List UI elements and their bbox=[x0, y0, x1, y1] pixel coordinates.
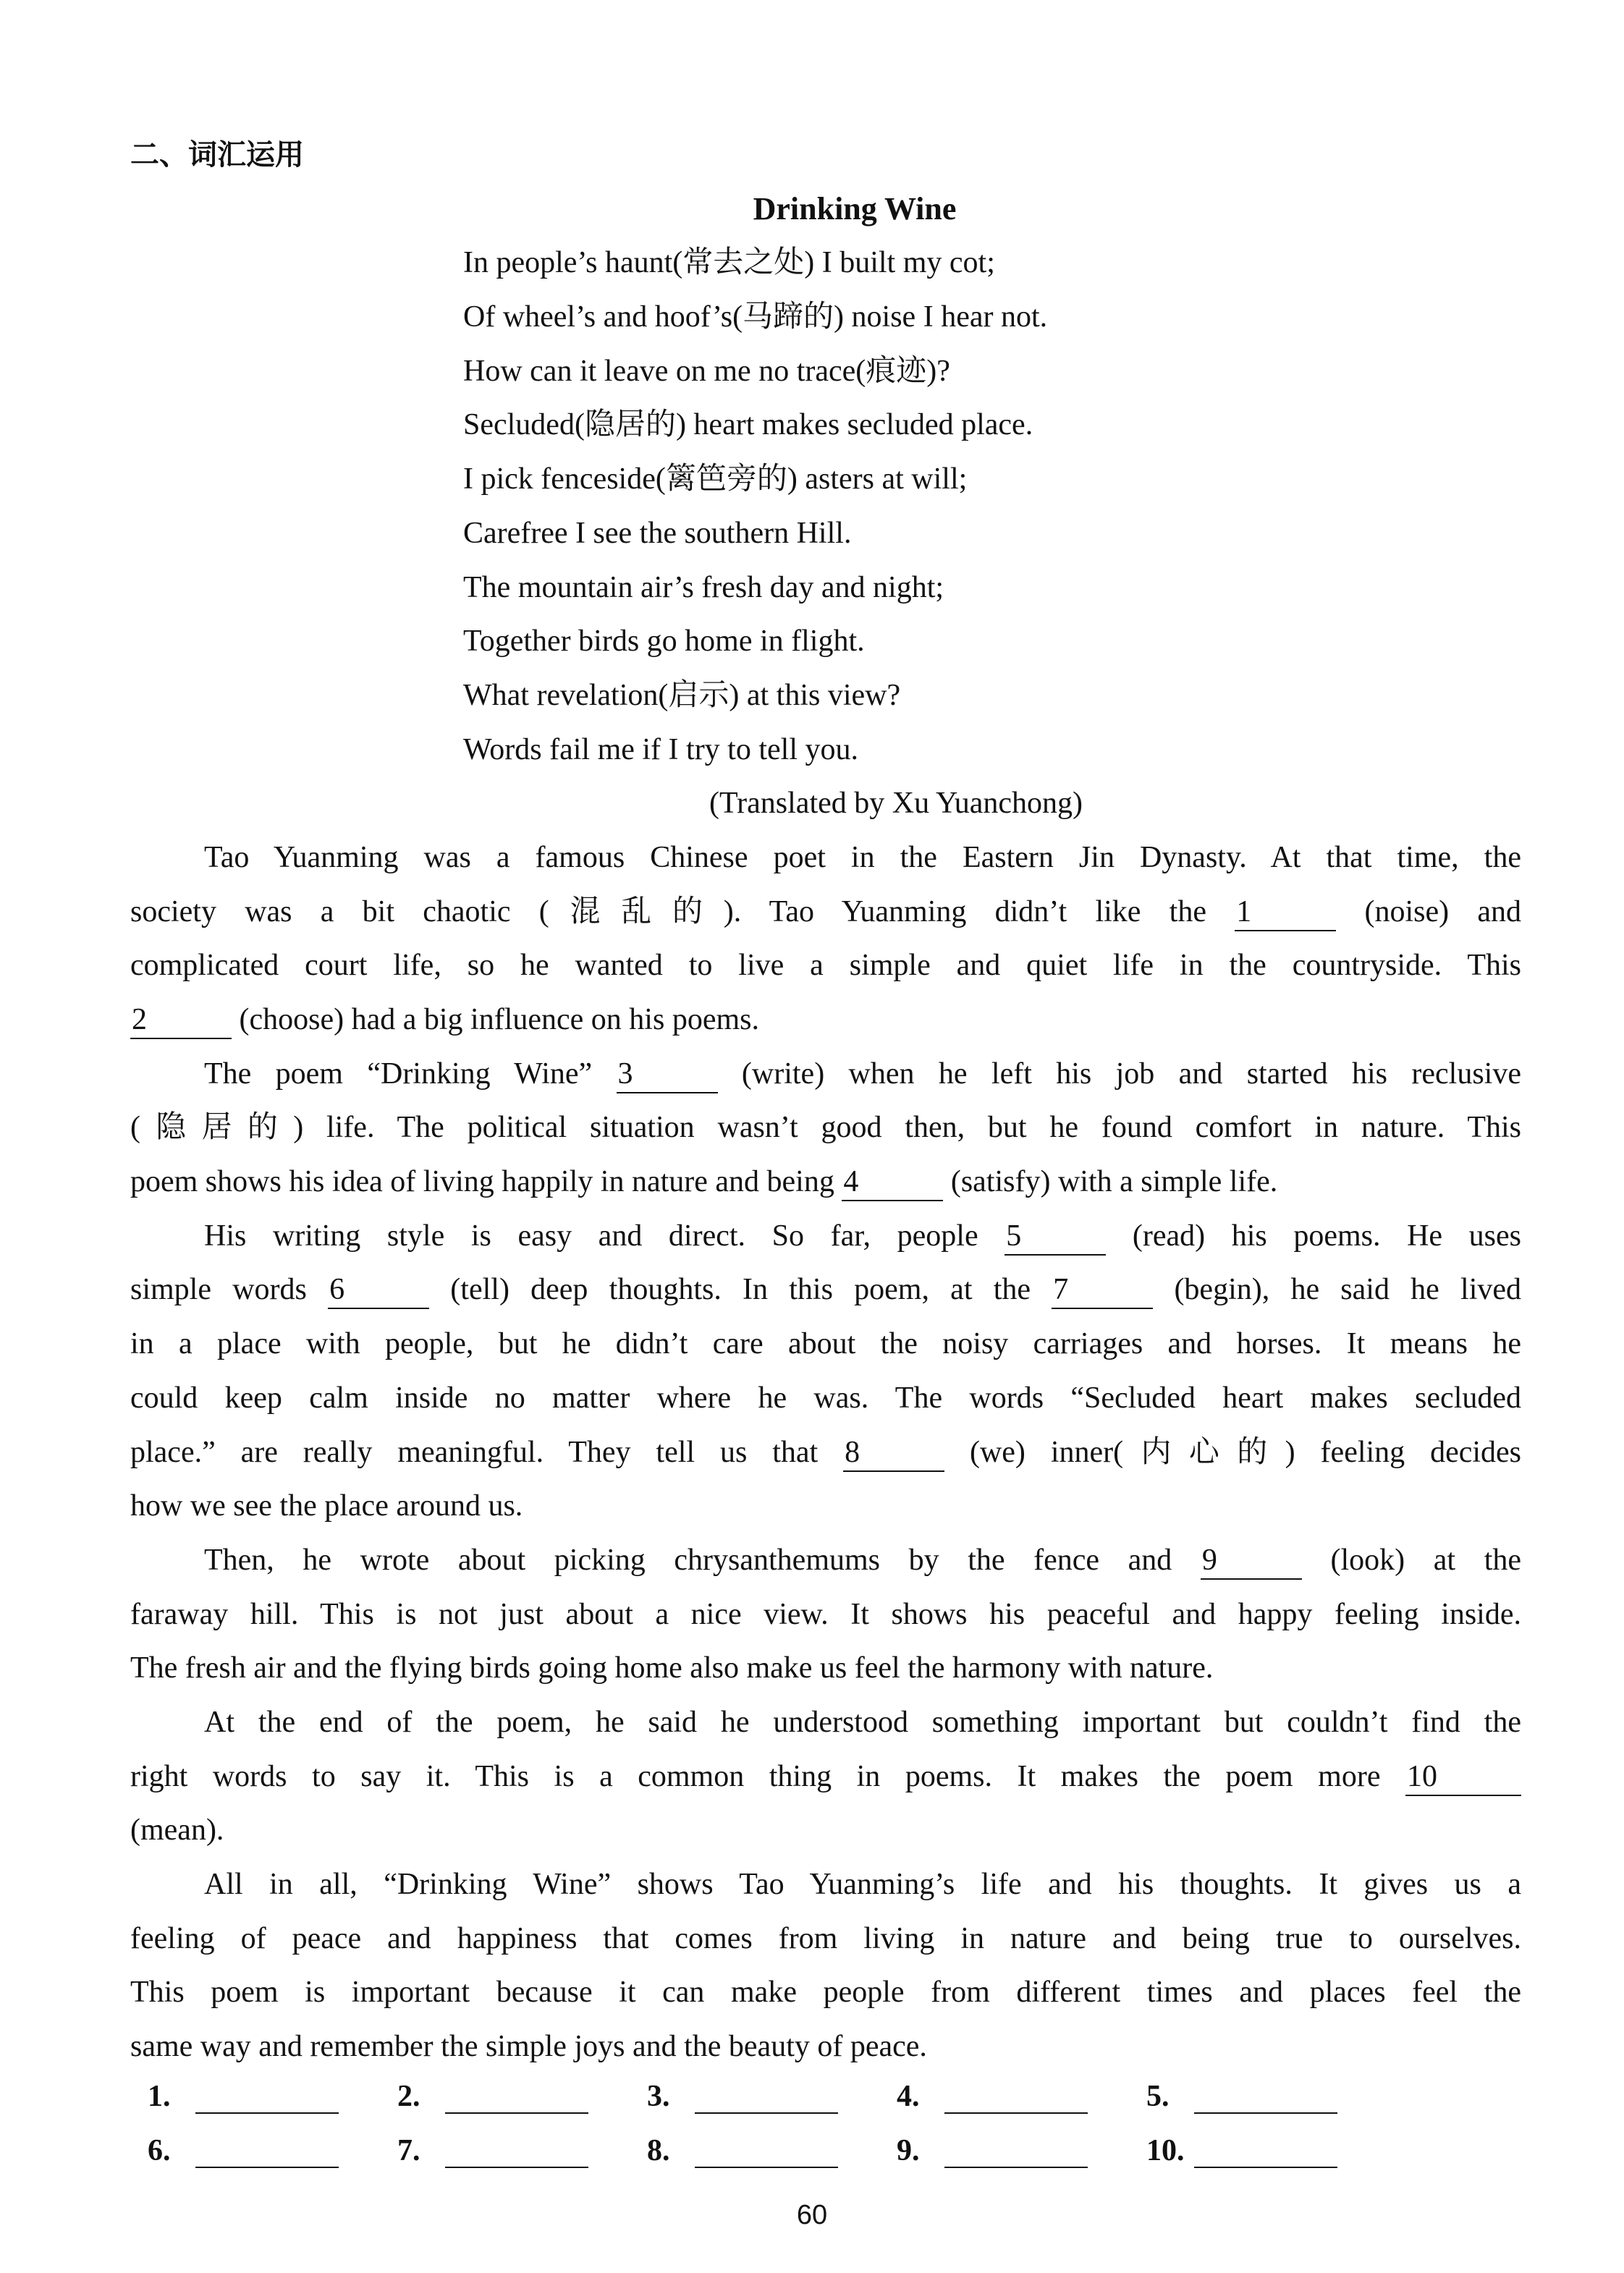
poem-line: Secluded(隐居的) heart makes secluded place. bbox=[463, 408, 1033, 442]
paragraph-line bbox=[130, 1155, 1521, 1209]
passage-text: (write) when he left his job and started his reclusive bbox=[717, 1057, 1521, 1091]
paragraph-line bbox=[130, 939, 1521, 993]
answer-number: 4. bbox=[897, 2080, 920, 2114]
fill-blank-4[interactable]: 4 bbox=[842, 1164, 943, 1201]
fill-blank-8[interactable]: 8 bbox=[843, 1434, 944, 1472]
fill-blank-9[interactable]: 9 bbox=[1201, 1542, 1302, 1580]
answer-item bbox=[148, 2133, 397, 2168]
answer-number: 7. bbox=[397, 2134, 420, 2168]
fill-blank-5[interactable]: 5 bbox=[1005, 1218, 1106, 1256]
passage-text: (隐居的) life. The political situation wasn’t good then, but he found comfort in nature. This bbox=[130, 1111, 1521, 1145]
poem-line: Carefree I see the southern Hill. bbox=[463, 516, 852, 550]
paragraph-line bbox=[130, 1317, 1521, 1371]
fill-blank-10[interactable]: 10 bbox=[1405, 1758, 1521, 1796]
paragraph bbox=[130, 1533, 1521, 1696]
poem-credit: (Translated by Xu Yuanchong) bbox=[709, 787, 1083, 821]
paragraph-line bbox=[130, 1750, 1521, 1804]
poem-line: Of wheel’s and hoof’s(马蹄的) noise I hear not. bbox=[463, 300, 1048, 334]
poem-line: I pick fenceside(篱笆旁的) asters at will; bbox=[463, 462, 968, 496]
answer-blank[interactable] bbox=[695, 2138, 838, 2168]
passage-text: right words to say it. This is a common thing in poems. It makes the poem more bbox=[130, 1759, 1405, 1793]
fill-blank-6[interactable]: 6 bbox=[328, 1271, 429, 1309]
poem-line: In people’s haunt(常去之处) I built my cot; bbox=[463, 246, 995, 280]
paragraph-line bbox=[130, 1803, 1521, 1858]
paragraph-line bbox=[130, 1101, 1521, 1155]
paragraph bbox=[130, 1209, 1521, 1533]
page-number: 60 bbox=[796, 2200, 828, 2230]
answer-sheet bbox=[148, 2070, 1396, 2177]
passage-text: feeling of peace and happiness that comes from living in nature and being true to ourselves. bbox=[130, 1921, 1521, 1955]
answer-number: 9. bbox=[897, 2134, 920, 2168]
answer-row bbox=[148, 2070, 1396, 2124]
passage-text: At the end of the poem, he said he understood something important but couldn’t find the bbox=[204, 1705, 1521, 1739]
passage-text: (noise) and bbox=[1336, 894, 1521, 928]
paragraph-line bbox=[130, 1479, 1521, 1533]
paragraph bbox=[130, 1047, 1521, 1209]
poem-line: Together birds go home in flight. bbox=[463, 625, 865, 659]
answer-blank[interactable] bbox=[195, 2083, 339, 2114]
passage-text: (mean). bbox=[130, 1813, 224, 1847]
paragraph-line bbox=[130, 1263, 1521, 1317]
answer-item bbox=[1146, 2133, 1396, 2168]
answer-blank[interactable] bbox=[445, 2138, 588, 2168]
fill-blank-3[interactable]: 3 bbox=[617, 1056, 718, 1093]
answer-item bbox=[897, 2133, 1146, 2168]
poem-title: Drinking Wine bbox=[753, 190, 957, 227]
passage-text: The poem “Drinking Wine” bbox=[204, 1057, 617, 1091]
answer-item bbox=[647, 2133, 897, 2168]
passage-text: simple words bbox=[130, 1273, 329, 1307]
poem-line: The mountain air’s fresh day and night; bbox=[463, 570, 944, 604]
paragraph-line bbox=[130, 831, 1521, 885]
passage-text: society was a bit chaotic (混乱的). Tao Yuanming didn’t like the bbox=[130, 894, 1235, 928]
poem-line: How can it leave on me no trace(痕迹)? bbox=[463, 354, 950, 388]
answer-number: 3. bbox=[647, 2080, 670, 2114]
answer-item bbox=[897, 2079, 1146, 2114]
answer-blank[interactable] bbox=[195, 2138, 339, 2168]
paragraph bbox=[130, 1696, 1521, 1858]
answer-number: 2. bbox=[397, 2080, 420, 2114]
passage-text: All in all, “Drinking Wine” shows Tao Yuanming’s life and his thoughts. It gives us a bbox=[204, 1868, 1521, 1901]
paragraph-line bbox=[130, 2020, 1521, 2074]
fill-blank-2[interactable]: 2 bbox=[130, 1002, 232, 1039]
passage-text: (choose) had a big influence on his poems. bbox=[232, 1003, 759, 1036]
answer-number: 5. bbox=[1146, 2080, 1170, 2114]
answer-number: 6. bbox=[148, 2134, 171, 2168]
paragraph bbox=[130, 831, 1521, 1047]
paragraph-line bbox=[130, 1588, 1521, 1642]
paragraph-line bbox=[130, 1641, 1521, 1696]
poem-line: What revelation(启示) at this view? bbox=[463, 678, 901, 712]
passage-text: (satisfy) with a simple life. bbox=[943, 1165, 1278, 1199]
answer-row bbox=[148, 2124, 1396, 2178]
passage-text: poem shows his idea of living happily in nature and being bbox=[130, 1165, 842, 1199]
passage-text: (tell) deep thoughts. In this poem, at the bbox=[429, 1273, 1052, 1307]
paragraph-line bbox=[130, 1047, 1521, 1101]
fill-blank-7[interactable]: 7 bbox=[1052, 1271, 1153, 1309]
answer-blank[interactable] bbox=[695, 2083, 838, 2114]
passage-text: His writing style is easy and direct. So far, people bbox=[204, 1219, 1005, 1253]
answer-number: 10. bbox=[1146, 2134, 1185, 2168]
paragraph-line bbox=[130, 1209, 1521, 1264]
fill-blank-1[interactable]: 1 bbox=[1235, 894, 1336, 931]
answer-number: 8. bbox=[647, 2134, 670, 2168]
paragraph-line bbox=[130, 993, 1521, 1047]
paragraph bbox=[130, 1858, 1521, 2074]
passage-text: in a place with people, but he didn’t care about the noisy carriages and horses. It means he bbox=[130, 1327, 1521, 1361]
passage-text: place.” are really meaningful. They tell us that bbox=[130, 1435, 844, 1469]
answer-blank[interactable] bbox=[445, 2083, 588, 2114]
section-heading: 二、词汇运用 bbox=[130, 138, 304, 172]
paragraph-line bbox=[130, 885, 1521, 939]
poem-body bbox=[130, 236, 1521, 776]
answer-item bbox=[647, 2079, 897, 2114]
passage-text: Then, he wrote about picking chrysanthemums by the fence and bbox=[204, 1543, 1201, 1577]
exercise-column bbox=[130, 128, 1521, 2074]
passage bbox=[130, 831, 1521, 2074]
answer-blank[interactable] bbox=[1194, 2138, 1337, 2168]
passage-text: This poem is important because it can make people from different times and places feel the bbox=[130, 1976, 1521, 2010]
paragraph-line bbox=[130, 1533, 1521, 1588]
passage-text: Tao Yuanming was a famous Chinese poet in the Eastern Jin Dynasty. At that time, the bbox=[204, 840, 1521, 874]
paragraph-line bbox=[130, 1426, 1521, 1480]
answer-item bbox=[1146, 2079, 1396, 2114]
passage-text: complicated court life, so he wanted to live a simple and quiet life in the countryside. This bbox=[130, 949, 1521, 983]
paragraph-line bbox=[130, 1696, 1521, 1750]
passage-text: faraway hill. This is not just about a nice view. It shows his peaceful and happy feeling inside. bbox=[130, 1597, 1521, 1631]
passage-text: same way and remember the simple joys and the beauty of peace. bbox=[130, 2030, 927, 2064]
paragraph-line bbox=[130, 1912, 1521, 1966]
answer-blank[interactable] bbox=[944, 2083, 1088, 2114]
passage-text: (read) his poems. He uses bbox=[1106, 1219, 1521, 1253]
passage-text: how we see the place around us. bbox=[130, 1489, 523, 1523]
paragraph-line bbox=[130, 1965, 1521, 2020]
answer-item bbox=[148, 2079, 397, 2114]
answer-item bbox=[397, 2133, 647, 2168]
passage-text: (look) at the bbox=[1301, 1543, 1522, 1577]
poem-line: Words fail me if I try to tell you. bbox=[463, 732, 858, 766]
paragraph-line bbox=[130, 1858, 1521, 1912]
answer-item bbox=[397, 2079, 647, 2114]
paragraph-line bbox=[130, 1371, 1521, 1426]
answer-blank[interactable] bbox=[944, 2138, 1088, 2168]
answer-blank[interactable] bbox=[1194, 2083, 1337, 2114]
passage-text: The fresh air and the flying birds going home also make us feel the harmony with nature. bbox=[130, 1651, 1214, 1685]
passage-text: (we) inner(内心的) feeling decides bbox=[944, 1435, 1522, 1469]
answer-number: 1. bbox=[148, 2080, 171, 2114]
passage-text: could keep calm inside no matter where he was. The words “Secluded heart makes secluded bbox=[130, 1381, 1521, 1415]
passage-text: (begin), he said he lived bbox=[1153, 1273, 1522, 1307]
